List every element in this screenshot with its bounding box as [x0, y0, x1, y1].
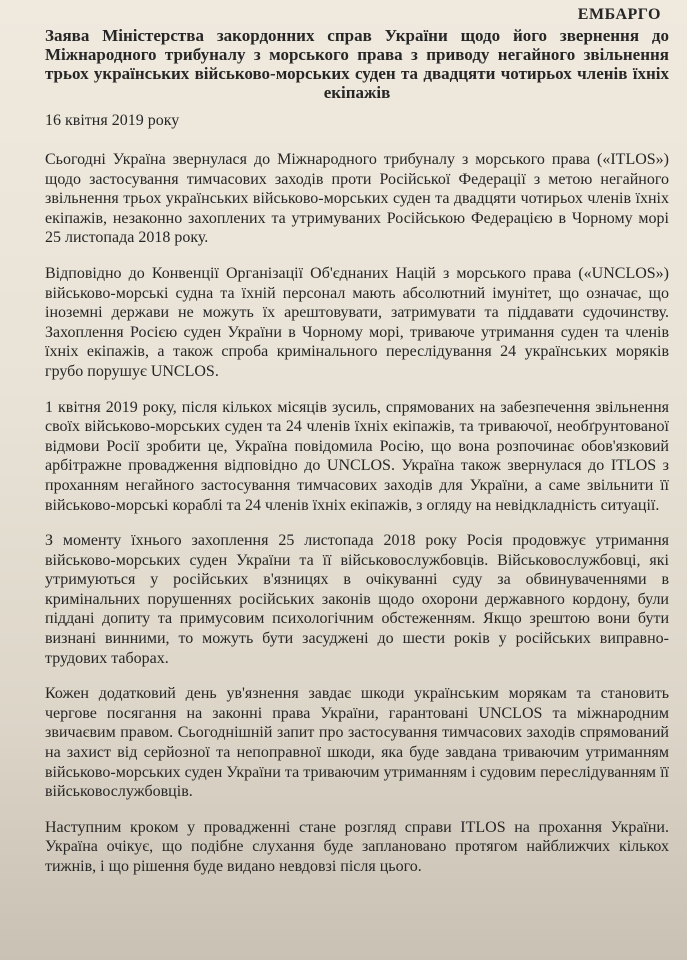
paragraph-5: Кожен додатковий день ув'язнення завдає шкоди українським морякам та становить чергове посягання на законні права України, гарантовані UNCLOS та міжнародним звичаєвим правом. Сьогоднішній запит про застосування тимчасових заходів спрямований на захист від серйозної та непоправної шкоди, яка буде завдана триваючим утриманням військово-морських суден України та триваючим утриманням і судовим переслідуванням її військовослужбовців.	[45, 685, 669, 801]
document-title: Заява Міністерства закордонних справ України щодо його звернення до Міжнародного трибуналу з морського права з приводу негайного звільнення трьох українських військово-морських суден та двадцяти чотирьох членів їхніх екіпажів	[45, 26, 669, 102]
paragraph-2: Відповідно до Конвенції Організації Об'єднаних Націй з морського права («UNCLOS») військово-морські судна та їхній персонал мають абсолютний імунітет, що означає, що іноземні держави не можуть їх арештовувати, затримувати та піддавати судочинству. Захоплення Росією суден України в Чорному морі, триваюче утримання суден та членів їхніх екіпажів, а також спроба кримінального переслідування 24 українських моряків грубо порушує UNCLOS.	[45, 264, 669, 380]
embargo-label: ЕМБАРГО	[577, 6, 661, 23]
document-date: 16 квітня 2019 року	[45, 112, 180, 129]
paragraph-3: 1 квітня 2019 року, після кількох місяців зусиль, спрямованих на забезпечення звільнення своїх військово-морських суден та 24 членів їхніх екіпажів, та триваючої, необґрунтованої відмови Росії зробити це, Україна повідомила Росію, що вона розпочинає обов'язковий арбітражне провадження відповідно до UNCLOS. Україна також звернулася до ITLOS з проханням негайного застосування тимчасових заходів для України, а саме звільнити її військово-морські кораблі та 24 членів їхніх екіпажів, з огляду на невідкладність ситуації.	[45, 398, 669, 514]
paragraph-4: З моменту їхнього захоплення 25 листопада 2018 року Росія продовжує утримання військово-морських суден України та її військовослужбовців. Військовослужбовці, які утримуються у російських в'язницях в очікуванні суду за обвинуваченнями в кримінальних порушеннях російських законів щодо охорони державного кордону, були піддані допиту та примусовим психологічним обстеженням. Якщо зрештою вони бути визнані винними, то можуть бути засуджені до шести років у російських виправно-трудових таборах.	[45, 532, 669, 667]
paragraph-1: Сьогодні Україна звернулася до Міжнародного трибуналу з морського права («ITLOS») щодо застосування тимчасових заходів проти Російської Федерації з метою негайного звільнення трьох українських військово-морських суден та двадцяти чотирьох членів їхніх екіпажів, незаконно захоплених та утримуваних Російською Федерацією в Чорному морі 25 листопада 2018 року.	[45, 151, 669, 247]
paragraph-6: Наступним кроком у провадженні стане розгляд справи ITLOS на прохання України. Україна очікує, що подібне слухання буде заплановано протягом найближчих кількох тижнів, і що рішення буде видано невдовзі після цього.	[45, 818, 669, 875]
